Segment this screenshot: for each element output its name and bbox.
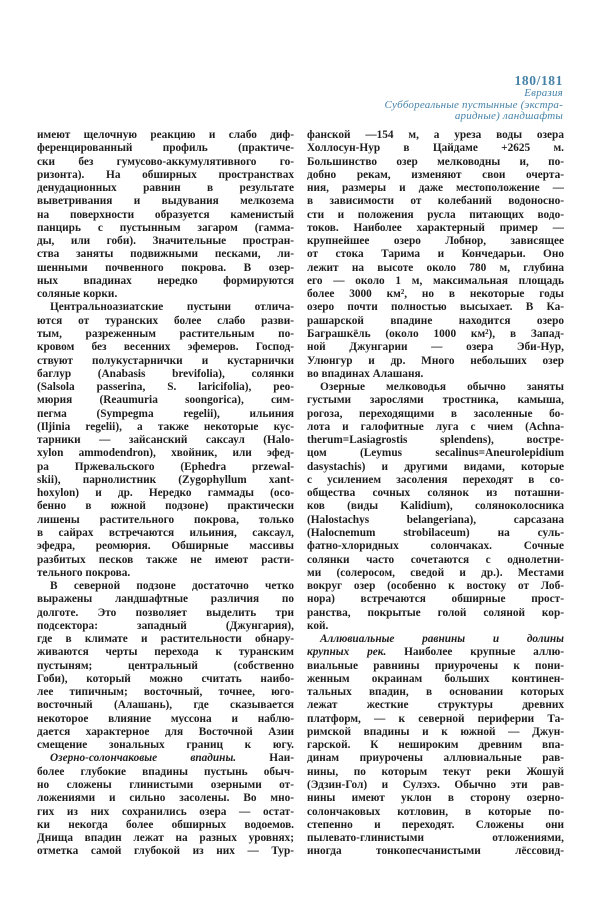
text-line: токов. Наиболее характерный пример — <box>307 221 564 234</box>
text-line: крупнейшее озеро Лобнор, зависящее <box>307 235 564 248</box>
text-line: добно рекам, изменяют свои очерта- <box>307 168 564 181</box>
text-column-left <box>37 129 294 859</box>
text-line: бенно в южной подзоне) практически <box>37 500 294 513</box>
text-line: нора) встречаются обширные прост- <box>307 593 564 606</box>
text-line: с усилением засоления переходят в со- <box>307 473 564 486</box>
text-line: Баграшкёль (около 1000 км²), в Запад- <box>307 327 564 340</box>
text-line: therum=Lasiagrostis splendens), востре- <box>307 434 564 447</box>
text-line: (Salsola passerina, S. laricifolia), рео- <box>37 381 294 394</box>
text-line: Озерно-солончаковые впадины. Наи- <box>50 752 294 765</box>
text-line: шенными почвенного покрова. В озер- <box>37 261 294 274</box>
text-line: общества сочных солянок из поташни- <box>307 487 564 500</box>
text-line: ра Пржевальского (Ephedra przewal- <box>37 460 294 473</box>
text-line: фатно-хлоридных солончаках. Сочные <box>307 540 564 553</box>
text-line: некоторое влияние муссона и наблю- <box>37 712 294 725</box>
text-line: ложениями и сильно засолены. Во мно- <box>37 792 294 805</box>
text-line: кровом без весенних эфемеров. Господ- <box>37 341 294 354</box>
text-line: рогоза, переходящими в засоленные бо- <box>307 407 564 420</box>
text-line: В северной подзоне достаточно четко <box>50 580 294 593</box>
text-line: тарники — зайсанский саксаул (Halo- <box>37 434 294 447</box>
text-line: ранства, покрытые голой соляной кор- <box>307 606 564 619</box>
text-line: нины, по которым текут реки Жошуй <box>307 765 564 778</box>
text-line: долготе. Это позволяет выделить три <box>37 606 294 619</box>
text-line: где в климате и растительности обнару- <box>37 633 294 646</box>
text-line: лишены растительного покрова, только <box>37 513 294 526</box>
text-line: отметка самой глубокой из них — Тур- <box>37 845 294 858</box>
text-line: (Эдзин-Гол) и Сулэхэ. Обычно эти рав- <box>307 779 564 792</box>
text-line: сти и положения русла питающих водо- <box>307 208 564 221</box>
text-line: Улюнгур и др. Много небольших озер <box>307 354 564 367</box>
text-line: Центральноазиатские пустыни отлича- <box>50 301 294 314</box>
text-line: виальные равнины приурочены к пони- <box>307 659 564 672</box>
text-line: денудационных равнин в результате <box>37 182 294 195</box>
text-line: лота и галофитные луга с чием (Achna- <box>307 420 564 433</box>
text-line: дается характерное для Восточной Азии <box>37 725 294 738</box>
text-line: skii), парнолистник (Zygophyllum xant- <box>37 473 294 486</box>
text-line: выражены ландшафтные различия по <box>37 593 294 606</box>
text-line: более глубокие впадины пустынь обыч- <box>37 765 294 778</box>
running-head-section-line2: аридные) ландшафты <box>454 110 563 123</box>
text-line: ков (виды Kalidium), соляноколосника <box>307 500 564 513</box>
text-line: платформ, — к северной периферии Та- <box>307 712 564 725</box>
text-line: гарской. К нешироким древним впа- <box>307 739 564 752</box>
text-line: пегма (Sympegma regelii), ильиния <box>37 407 294 420</box>
text-line: кой. <box>307 619 329 632</box>
text-line: соляные корки. <box>37 288 118 301</box>
text-columns <box>37 129 564 859</box>
text-line: лежит на высоте около 780 м, глубина <box>307 261 564 274</box>
text-line: динам приурочены аллювиальные рав- <box>307 752 564 765</box>
text-line: ки некогда более обширных водоемов. <box>37 818 294 831</box>
text-line: но сложены глинистыми озерными от- <box>37 779 294 792</box>
text-line: ных впадинах нередко формируются <box>37 274 294 287</box>
text-line: ния, размеры и даже местоположение — <box>307 182 564 195</box>
text-line: выветривания и выдувания мелкозема <box>37 195 294 208</box>
text-line: hoxylon) и др. Нередко гаммады (осо- <box>37 487 294 500</box>
text-line: живаются черты перехода к туранским <box>37 646 294 659</box>
text-line: иногда тонкопесчанистыми лёссовид- <box>307 845 564 858</box>
text-line: (Halocnemum strobilaceum) на суль- <box>307 526 564 539</box>
text-line: его — около 1 м, максимальная площадь <box>307 274 564 287</box>
text-line: нины имеют уклон в сторону озерно- <box>307 792 564 805</box>
text-line: вокруг озер (особенно к востоку от Лоб- <box>307 580 564 593</box>
text-line: восточный (Алашань), где сказывается <box>37 699 294 712</box>
text-line: тальных впадин, в основании которых <box>307 686 564 699</box>
text-line: имеют щелочную реакцию и слабо диф- <box>37 129 294 141</box>
text-line: в сайрах встречаются ильиния, саксаул, <box>37 526 294 539</box>
text-line: Днища впадин лежат на разных уровнях; <box>37 832 294 845</box>
text-line: фанской —154 м, а уреза воды озера <box>307 129 564 141</box>
page-header <box>384 74 563 123</box>
text-line: ризонта). На обширных пространствах <box>37 168 294 181</box>
text-line: солончаковых котловин, в которые по- <box>307 805 564 818</box>
text-line: ствуют полукустарнички и кустарнички <box>37 354 294 367</box>
text-line: тым, разреженным растительным по- <box>37 327 294 340</box>
page-number: 180/181 <box>514 73 563 88</box>
running-head-section-line1: Суббореальные пустынные (экстра- <box>384 98 563 111</box>
text-line: смещение зональных границ к югу. <box>37 739 294 752</box>
text-line: солянки часто сочетаются с однолетни- <box>307 553 564 566</box>
text-line: Озерные мелководья обычно заняты <box>320 381 564 394</box>
text-line: ды, или гоби). Значительные простран- <box>37 235 294 248</box>
text-line: от стока Тарима и Кончедарьи. Оно <box>307 248 564 261</box>
text-line: более 3000 км², но в некоторые годы <box>307 288 564 301</box>
text-column-right <box>307 129 564 859</box>
text-line: Аллювиальные равнины и долины <box>320 633 564 646</box>
text-line: эфедра, реомюрия. Обширные массивы <box>37 540 294 553</box>
text-line: Холлосун-Нур в Цайдаме +2625 м. <box>307 142 564 155</box>
text-line: ной Джунгарии — озера Эби-Нур, <box>307 341 564 354</box>
text-line: ства заняты подвижными песками, ли- <box>37 248 294 261</box>
text-line: (Iljinia regelii), а также некоторые кус- <box>37 420 294 433</box>
text-line: (Halostachys belangeriana), сарсазана <box>307 513 564 526</box>
text-line: лежат жесткие структуры древних <box>307 699 564 712</box>
text-line: густыми зарослями тростника, камыша, <box>307 394 564 407</box>
text-line: гих из них сохранились озера — остат- <box>37 805 294 818</box>
text-line: пустыням; центральный (собственно <box>37 659 294 672</box>
text-line: ски без гумусово-аккумулятивного го- <box>37 155 294 168</box>
text-line: тельного покрова. <box>37 566 131 579</box>
text-line: степенно и переходят. Сложены они <box>307 818 564 831</box>
text-line: цом (Leymus secalinus=Aneurolepidium <box>307 447 564 460</box>
text-line: Большинство озер мелководны и, по- <box>307 155 564 168</box>
text-line: пылевато-глинистыми отложениями, <box>307 832 564 845</box>
text-line: панцирь с пустынным загаром (гамма- <box>37 221 294 234</box>
text-line: во впадинах Алашаня. <box>307 367 424 380</box>
text-line: xylon ammodendron), хвойник, или эфед- <box>37 447 294 460</box>
text-line: римской впадины и к южной — Джун- <box>307 725 564 738</box>
text-line: крупных рек. Наиболее крупные аллю- <box>307 646 564 659</box>
text-line: в зависимости от колебаний водоносно- <box>307 195 564 208</box>
text-line: женным окраинам больших континен- <box>307 672 564 685</box>
text-line: ми (солеросом, сведой и др.). Местами <box>307 566 564 579</box>
text-line: мюрия (Reaumuria soongorica), сим- <box>37 394 294 407</box>
text-line: лее типичным; восточный, точнее, юго- <box>37 686 294 699</box>
text-line: ются от туранских более слабо разви- <box>37 314 294 327</box>
text-line: Гоби), который можно считать наибо- <box>37 672 294 685</box>
text-line: баглур (Anabasis brevifolia), солянки <box>37 367 294 380</box>
text-line: рашарской впадине находится озеро <box>307 314 564 327</box>
text-line: разбитых песков также не имеют расти- <box>37 553 294 566</box>
running-head-region: Евразия <box>524 87 563 99</box>
text-line: озеро почти полностью высыхает. В Ка- <box>307 301 564 314</box>
text-line: подсектора: западный (Джунгария), <box>37 619 294 632</box>
text-line: на поверхности образуется каменистый <box>37 208 294 221</box>
text-line: ференцированный профиль (практиче- <box>37 142 294 155</box>
text-line: dasystachis) и другими видами, которые <box>307 460 564 473</box>
